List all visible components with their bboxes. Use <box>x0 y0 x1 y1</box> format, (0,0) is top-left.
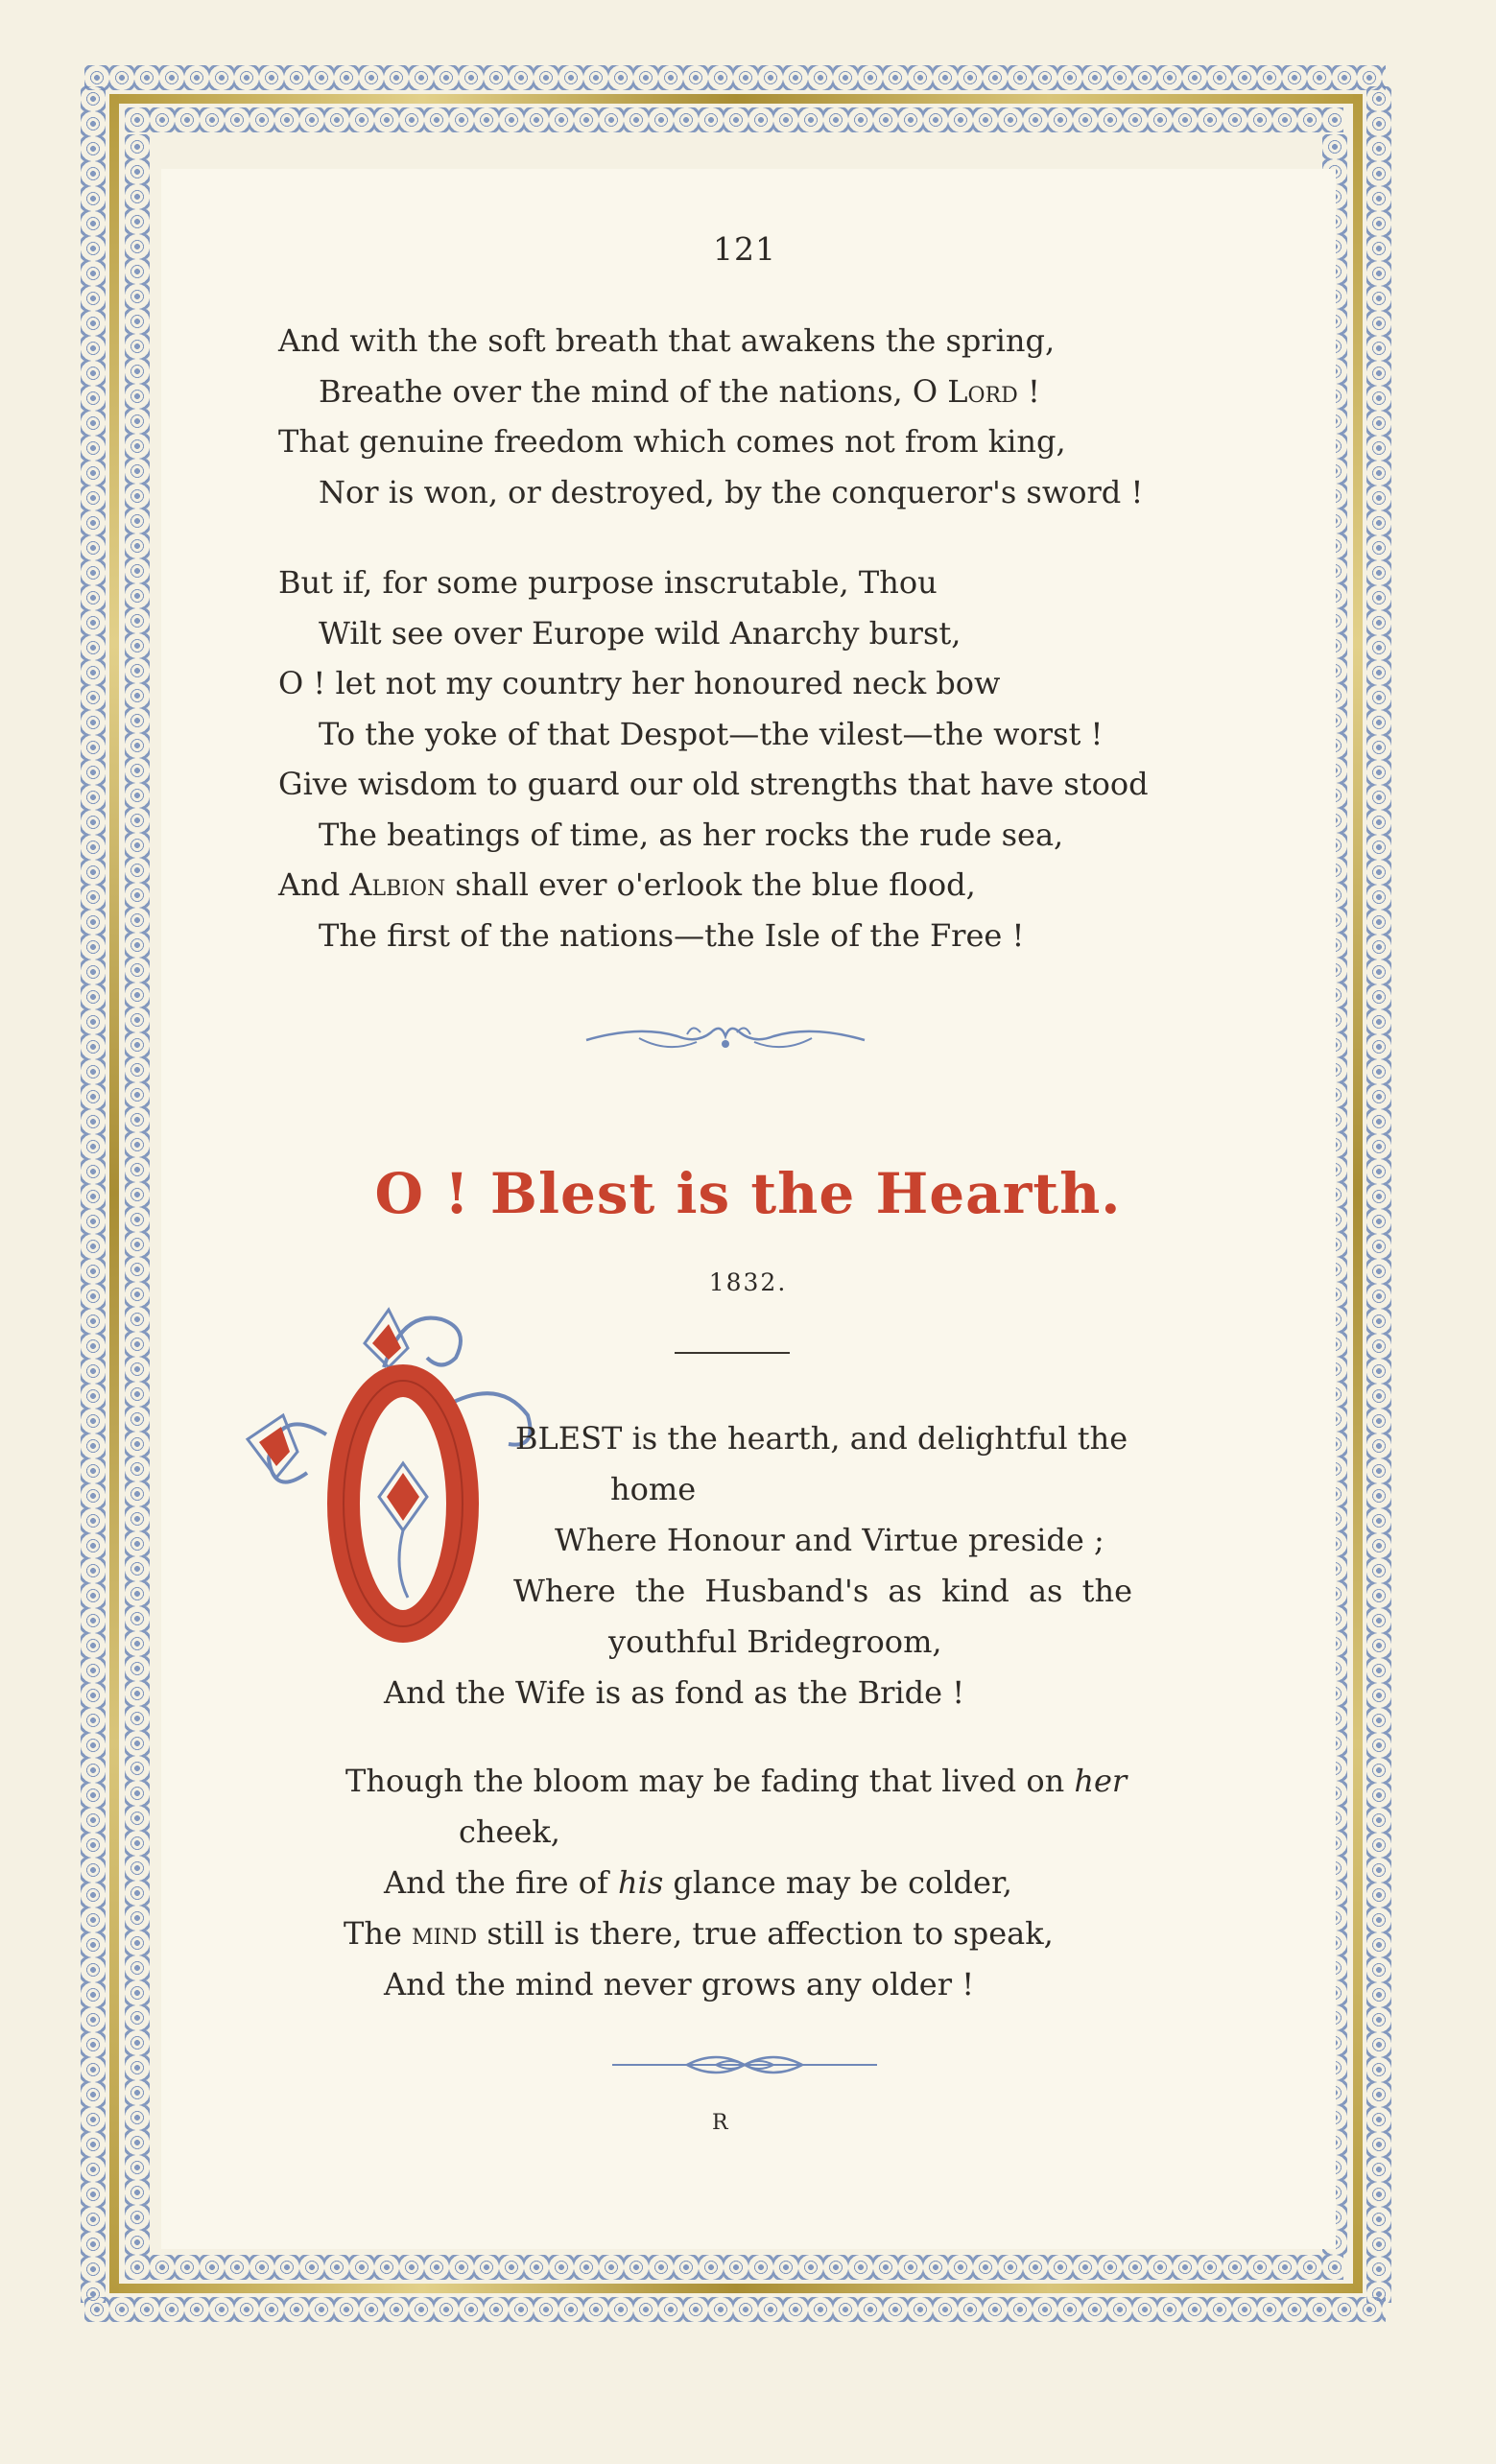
verse-line: And Albion shall ever o'erlook the blue flood, <box>278 866 976 903</box>
gold-rule-top <box>109 94 1363 104</box>
poem-title: O ! Blest is the Hearth. <box>374 1161 1122 1226</box>
poem-stanza-2 <box>278 557 1149 960</box>
gold-rule-bottom <box>109 2284 1363 2293</box>
verse-line: And the mind never grows any older ! <box>384 1966 975 2002</box>
verse-line: youthful Bridegroom, <box>608 1623 942 1660</box>
top-border-ornament <box>84 65 1386 90</box>
verse-line: cheek, <box>459 1813 560 1850</box>
verse-line: The mind still is there, true affection to speak, <box>344 1915 1054 1952</box>
verse-line: The beatings of time, as her rocks the rude sea, <box>319 816 1064 853</box>
illuminated-dropcap <box>240 1291 547 1665</box>
verse-line: Though the bloom may be fading that lived on her <box>345 1763 1128 1799</box>
verse-line: And with the soft breath that awakens the spring, <box>278 322 1056 359</box>
poem-stanza-1 <box>278 316 1143 517</box>
top-inner-border-ornament <box>125 107 1343 132</box>
verse-line: Give wisdom to guard our old strengths that have stood <box>278 766 1149 802</box>
bottom-border-ornament <box>125 2255 1343 2280</box>
verse-line: Wilt see over Europe wild Anarchy burst, <box>319 614 962 652</box>
verse-line: BLEST is the hearth, and delightful the <box>515 1420 1128 1457</box>
verse-line: That genuine freedom which comes not from king, <box>278 423 1066 460</box>
verse-line: Breathe over the mind of the nations, O Lord ! <box>319 372 1040 410</box>
short-rule <box>675 1352 790 1354</box>
signature-mark: R <box>712 2111 729 2135</box>
verse-line: Where Honour and Virtue preside ; <box>555 1522 1104 1558</box>
verse-line: And the fire of his glance may be colder, <box>384 1864 1012 1901</box>
verse-line: Nor is won, or destroyed, by the conqueror's sword ! <box>319 473 1144 510</box>
bottom-outer-border-ornament <box>84 2297 1386 2322</box>
poem-year: 1832. <box>708 1268 788 1296</box>
page-number: 121 <box>713 230 776 268</box>
verse-line: Where the Husband's as kind as the <box>513 1573 1133 1609</box>
verse-line: home <box>610 1471 697 1507</box>
bottom-divider <box>610 2044 879 2086</box>
flourish-divider <box>582 1015 869 1063</box>
verse-line: O ! let not my country her honoured neck bow <box>278 665 1001 701</box>
verse-line: To the yoke of that Despot—the vilest—the worst ! <box>319 715 1104 752</box>
verse-line: The first of the nations—the Isle of the Free ! <box>319 916 1025 954</box>
verse-line: But if, for some purpose inscrutable, Thou <box>278 564 938 601</box>
verse-line: And the Wife is as fond as the Bride ! <box>384 1674 965 1711</box>
